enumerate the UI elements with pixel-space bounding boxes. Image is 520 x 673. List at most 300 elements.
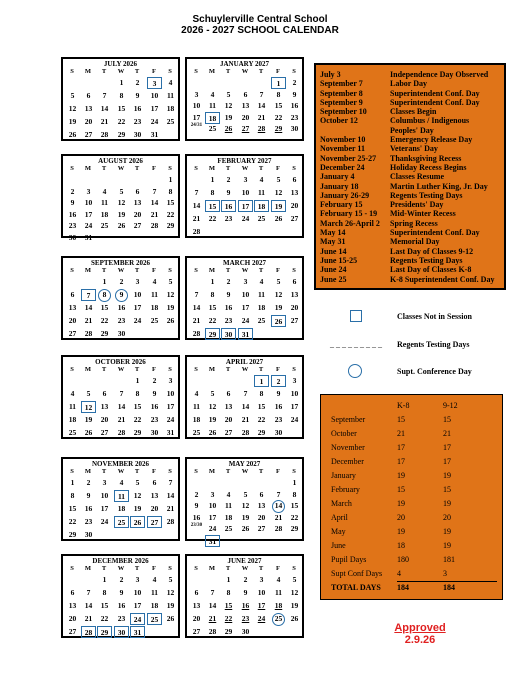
day-cell: 2 bbox=[243, 575, 248, 584]
hs-value: 9-12 bbox=[443, 401, 458, 410]
event-row bbox=[320, 79, 500, 88]
legend-not-in-session: Classes Not in Session bbox=[397, 312, 472, 321]
weekday-label: W bbox=[117, 366, 125, 373]
event-date: June 24 bbox=[320, 265, 347, 275]
day-cell: 22 bbox=[133, 415, 142, 424]
day-cell: 26 bbox=[208, 428, 217, 437]
day-cell: 10 bbox=[241, 290, 250, 299]
event-name: Columbus / Indigenous bbox=[390, 116, 470, 126]
day-cell: 16 bbox=[224, 303, 233, 312]
event-name: Superintendent Conf. Day bbox=[390, 228, 480, 238]
table-row bbox=[321, 427, 504, 441]
event-name: Thanksgiving Recess bbox=[390, 153, 462, 163]
day-cell: 12 bbox=[224, 101, 233, 110]
weekday-label: F bbox=[276, 165, 280, 172]
weekday-header bbox=[187, 565, 302, 572]
weekday-label: S bbox=[168, 366, 172, 373]
day-cell: 1 bbox=[210, 175, 215, 184]
day-cell: 28 bbox=[84, 329, 93, 338]
day-cell: 28 bbox=[208, 627, 217, 636]
day-cell: 12 bbox=[166, 588, 175, 597]
day-cell: 28 bbox=[100, 130, 109, 139]
day-cell: 6 bbox=[70, 290, 75, 299]
day-cell: 9 bbox=[86, 491, 91, 500]
event-date: January 18 bbox=[320, 181, 359, 191]
event-row bbox=[320, 89, 500, 98]
day-cell: 6 bbox=[259, 489, 264, 499]
day-cell: 27 bbox=[290, 214, 299, 223]
day-cell: 1 bbox=[292, 478, 297, 487]
weekday-label: T bbox=[134, 366, 140, 373]
day-cell: 5 bbox=[168, 277, 173, 286]
event-name: Labor Day bbox=[390, 79, 427, 89]
day-cell: 5 bbox=[276, 175, 281, 184]
day-cell: 18 bbox=[205, 112, 220, 124]
day-cell: 17 bbox=[133, 601, 142, 610]
row-label: Pupil Days bbox=[331, 555, 367, 564]
day-cell: 28 bbox=[117, 428, 126, 437]
event-name: Peoples' Day bbox=[390, 125, 434, 135]
day-cell: 20 bbox=[84, 117, 93, 126]
hs-value: 17 bbox=[443, 443, 451, 452]
month-title: APRIL 2027 bbox=[225, 358, 264, 366]
calendar-month bbox=[185, 57, 304, 141]
weekday-label: T bbox=[101, 165, 107, 172]
day-cell: 5 bbox=[168, 575, 173, 584]
day-cell: 25 bbox=[68, 428, 77, 437]
row-label: January bbox=[331, 471, 356, 480]
event-date: February 15 - 19 bbox=[320, 209, 378, 219]
day-cell: 9 bbox=[194, 501, 199, 510]
event-row bbox=[320, 98, 500, 107]
day-cell: 27 bbox=[133, 221, 142, 230]
day-cell: 6 bbox=[292, 277, 297, 286]
weekday-label: F bbox=[152, 366, 156, 373]
weekday-label: T bbox=[134, 267, 140, 274]
day-cell: 8 bbox=[168, 186, 173, 196]
day-cell: 12 bbox=[274, 290, 283, 299]
event-name: Memorial Day bbox=[390, 237, 440, 247]
day-cell: 25 bbox=[100, 221, 109, 230]
calendar-month bbox=[185, 256, 304, 340]
day-cell: 9 bbox=[226, 290, 231, 299]
day-cell: 4 bbox=[102, 186, 107, 196]
day-cell: 15 bbox=[290, 501, 299, 510]
weekday-label: S bbox=[194, 267, 198, 274]
weekday-label: T bbox=[101, 468, 107, 475]
day-cell: 15 bbox=[205, 200, 220, 212]
day-cell: 26 bbox=[224, 124, 233, 133]
day-cell: 4 bbox=[194, 389, 199, 398]
event-name: Superintendent Conf. Day bbox=[390, 97, 480, 107]
month-title: FEBRUARY 2027 bbox=[217, 157, 272, 165]
weekday-label: S bbox=[292, 267, 296, 274]
event-row bbox=[320, 237, 500, 246]
day-cell: 17 bbox=[290, 402, 299, 411]
day-cell: 16 bbox=[192, 512, 201, 522]
weekday-label: S bbox=[292, 565, 296, 572]
day-cell: 13 bbox=[150, 491, 159, 500]
weekday-label: F bbox=[276, 565, 280, 572]
day-cell: 18 bbox=[274, 601, 283, 610]
weekday-header bbox=[187, 267, 302, 274]
weekday-label: M bbox=[208, 68, 216, 75]
table-row bbox=[321, 539, 504, 553]
day-cell: 7 bbox=[86, 588, 91, 597]
event-row bbox=[320, 247, 500, 256]
day-cell: 11 bbox=[114, 490, 129, 502]
day-cell: 7 bbox=[168, 478, 173, 487]
day-cell: 4 bbox=[259, 277, 264, 286]
day-cell: 5 bbox=[86, 389, 91, 398]
day-cell: 26 bbox=[166, 316, 175, 325]
weekday-label: S bbox=[168, 68, 172, 75]
day-cell: 15 bbox=[208, 303, 217, 312]
day-cell: 23/30 bbox=[190, 523, 203, 528]
hs-value: 20 bbox=[443, 513, 451, 522]
day-cell: 11 bbox=[192, 402, 201, 411]
table-row bbox=[321, 511, 504, 525]
day-cell: 5 bbox=[70, 91, 75, 100]
event-name: K-8 Superintendent Conf. Day bbox=[390, 274, 495, 284]
table-row bbox=[321, 455, 504, 469]
weekday-label: T bbox=[225, 267, 231, 274]
day-cell: 13 bbox=[290, 290, 299, 299]
weekday-label: T bbox=[225, 565, 231, 572]
day-cell: 17 bbox=[166, 402, 175, 411]
day-cell: 28 bbox=[192, 329, 201, 338]
day-cell: 8 bbox=[276, 89, 281, 99]
day-cell: 25 bbox=[114, 516, 129, 528]
day-cell: 30 bbox=[241, 627, 250, 636]
weekday-label: T bbox=[101, 565, 107, 572]
day-cell: 11 bbox=[150, 290, 159, 299]
day-cell: 26 bbox=[290, 614, 299, 623]
table-row bbox=[321, 483, 504, 497]
day-cell: 10 bbox=[133, 588, 142, 597]
event-row bbox=[320, 275, 500, 284]
school-name: Schuylerville Central School bbox=[192, 14, 328, 25]
day-cell: 4 bbox=[226, 489, 231, 499]
event-date: September 7 bbox=[320, 79, 363, 89]
day-cell: 15 bbox=[133, 402, 142, 411]
day-cell: 16 bbox=[84, 504, 93, 513]
table-row bbox=[321, 497, 504, 511]
day-cell: 19 bbox=[117, 209, 126, 219]
table-header bbox=[321, 399, 504, 413]
day-cell: 5 bbox=[243, 489, 248, 499]
day-cell: 18 bbox=[100, 209, 109, 219]
weekday-label: W bbox=[117, 565, 125, 572]
day-cell: 29 bbox=[97, 626, 112, 638]
calendar-month bbox=[61, 256, 180, 340]
day-cell: 17 bbox=[84, 209, 93, 219]
weekday-label: S bbox=[292, 366, 296, 373]
weekday-label: M bbox=[208, 267, 216, 274]
day-cell: 7 bbox=[102, 91, 107, 100]
day-cell: 6 bbox=[102, 389, 107, 398]
day-cell: 6 bbox=[135, 186, 140, 196]
day-cell: 20 bbox=[290, 303, 299, 312]
weekday-label: T bbox=[101, 267, 107, 274]
day-cell: 31 bbox=[130, 626, 145, 638]
day-cell: 31 bbox=[166, 428, 175, 437]
day-cell: 17 bbox=[100, 504, 109, 513]
day-cell: 20 bbox=[100, 415, 109, 424]
day-cell: 6 bbox=[226, 389, 231, 398]
event-name: Regents Testing Days bbox=[390, 255, 463, 265]
weekday-label: M bbox=[84, 366, 92, 373]
day-cell: 29 bbox=[274, 124, 283, 133]
box-legend-icon bbox=[350, 310, 362, 322]
event-row bbox=[320, 191, 500, 200]
day-cell: 9 bbox=[152, 389, 157, 398]
weekday-label: T bbox=[225, 165, 231, 172]
day-cell: 25 bbox=[166, 117, 175, 126]
day-cell: 23 bbox=[290, 112, 299, 122]
weekday-label: S bbox=[292, 468, 296, 475]
month-title: MAY 2027 bbox=[228, 460, 261, 468]
legend-regents-line: _ _ _ _ _ _ _ _ _ bbox=[330, 340, 382, 349]
day-cell: 24 bbox=[150, 117, 159, 126]
day-cell: 20 bbox=[290, 201, 299, 210]
day-cell: 24 bbox=[133, 316, 142, 325]
day-cell: 30 bbox=[84, 530, 93, 539]
calendar-month bbox=[185, 457, 304, 546]
event-date: October 12 bbox=[320, 116, 358, 126]
weekday-label: W bbox=[117, 468, 125, 475]
day-cell: 29 bbox=[166, 221, 175, 230]
day-cell: 16 bbox=[117, 601, 126, 610]
weekday-label: S bbox=[70, 565, 74, 572]
day-cell: 31 bbox=[238, 328, 253, 340]
event-date: March 26-April 2 bbox=[320, 218, 380, 228]
day-cell: 17 bbox=[257, 601, 266, 610]
day-cell: 25 bbox=[150, 316, 159, 325]
day-cell: 23 bbox=[241, 614, 250, 623]
calendar-month bbox=[185, 355, 304, 439]
day-cell: 29 bbox=[100, 329, 109, 338]
weekday-label: W bbox=[241, 565, 249, 572]
day-cell: 29 bbox=[257, 428, 266, 437]
hs-value: 15 bbox=[443, 415, 451, 424]
event-date: June 25 bbox=[320, 274, 347, 284]
event-date: January 4 bbox=[320, 172, 355, 182]
day-cell: 14 bbox=[117, 402, 126, 411]
event-date: November 25-27 bbox=[320, 153, 377, 163]
day-cell: 2 bbox=[135, 78, 140, 87]
k8-value: 19 bbox=[397, 499, 405, 508]
weekday-label: S bbox=[70, 366, 74, 373]
day-cell: 24 bbox=[100, 517, 109, 526]
k8-value: 18 bbox=[397, 541, 405, 550]
day-cell: 20 bbox=[68, 614, 77, 623]
event-row bbox=[320, 126, 500, 135]
day-cell: 1 bbox=[226, 575, 231, 584]
day-cell: 2 bbox=[70, 186, 75, 196]
day-cell: 25 bbox=[257, 316, 266, 325]
day-cell: 10 bbox=[290, 389, 299, 398]
day-cell: 6 bbox=[194, 588, 199, 597]
total-row bbox=[321, 581, 504, 595]
weekday-label: S bbox=[292, 165, 296, 172]
day-cell: 7 bbox=[243, 389, 248, 398]
event-date: January 26-29 bbox=[320, 190, 370, 200]
day-cell: 8 bbox=[135, 389, 140, 398]
day-cell: 2 bbox=[226, 277, 231, 286]
weekday-header bbox=[187, 165, 302, 172]
day-cell: 9 bbox=[226, 188, 231, 197]
row-label: April bbox=[331, 513, 348, 522]
weekday-label: F bbox=[276, 468, 280, 475]
calendar-title: 2026 - 2027 SCHOOL CALENDAR bbox=[181, 25, 339, 36]
circle-legend-icon bbox=[348, 364, 362, 378]
day-cell: 10 bbox=[84, 198, 93, 207]
event-row bbox=[320, 182, 500, 191]
day-cell: 3 bbox=[135, 575, 140, 584]
day-cell: 30 bbox=[114, 626, 129, 638]
day-cell: 20 bbox=[68, 316, 77, 325]
weekday-label: F bbox=[152, 468, 156, 475]
event-name: Spring Recess bbox=[390, 218, 438, 228]
weekday-label: F bbox=[152, 565, 156, 572]
day-cell: 9 bbox=[119, 588, 124, 597]
event-row bbox=[320, 265, 500, 274]
day-cell: 22 bbox=[117, 117, 126, 126]
day-cell: 6 bbox=[152, 478, 157, 487]
day-cell: 27 bbox=[290, 316, 299, 325]
weekday-label: M bbox=[208, 165, 216, 172]
day-cell: 26 bbox=[130, 516, 145, 528]
event-name: Presidents' Day bbox=[390, 200, 444, 210]
weekday-label: T bbox=[258, 468, 264, 475]
day-cell: 8 bbox=[98, 289, 111, 302]
weekday-label: T bbox=[225, 366, 231, 373]
day-cell: 24 bbox=[84, 221, 93, 230]
hs-value: 181 bbox=[443, 555, 455, 564]
weekday-header bbox=[63, 468, 178, 475]
day-cell: 22 bbox=[68, 517, 77, 526]
day-cell: 7 bbox=[194, 290, 199, 299]
day-cell: 29 bbox=[290, 524, 299, 533]
day-cell: 22 bbox=[257, 415, 266, 424]
day-cell: 26 bbox=[271, 315, 286, 327]
day-cell: 28 bbox=[192, 227, 201, 236]
weekday-label: F bbox=[276, 68, 280, 75]
weekday-label: M bbox=[84, 267, 92, 274]
day-cell: 18 bbox=[192, 415, 201, 424]
day-cell: 16 bbox=[68, 209, 77, 219]
month-title: JUNE 2027 bbox=[227, 557, 262, 565]
event-name: Classes Begin bbox=[390, 107, 437, 117]
day-cell: 29 bbox=[224, 627, 233, 636]
day-cell: 12 bbox=[166, 290, 175, 299]
day-cell: 16 bbox=[221, 200, 236, 212]
weekday-label: T bbox=[258, 68, 264, 75]
weekday-label: S bbox=[70, 468, 74, 475]
day-cell: 28 bbox=[257, 124, 266, 133]
day-cell: 16 bbox=[133, 104, 142, 113]
weekday-label: W bbox=[241, 267, 249, 274]
day-cell: 8 bbox=[70, 491, 75, 500]
day-cell: 24 bbox=[241, 316, 250, 325]
day-cell: 13 bbox=[84, 104, 93, 113]
row-label: Supt Conf Days bbox=[331, 569, 383, 578]
hs-value: 184 bbox=[443, 583, 455, 592]
day-cell: 15 bbox=[274, 101, 283, 110]
day-cell: 4 bbox=[119, 478, 124, 487]
day-cell: 1 bbox=[135, 376, 140, 385]
k8-value: 17 bbox=[397, 457, 405, 466]
day-cell: 14 bbox=[100, 104, 109, 113]
k8-value: 15 bbox=[397, 415, 405, 424]
day-cell: 8 bbox=[292, 489, 297, 499]
day-cell: 8 bbox=[210, 290, 215, 299]
day-cell: 25 bbox=[208, 124, 217, 133]
event-date: February 15 bbox=[320, 200, 363, 210]
day-cell: 23 bbox=[133, 117, 142, 126]
day-cell: 6 bbox=[243, 89, 248, 99]
event-row bbox=[320, 70, 500, 79]
weekday-header bbox=[63, 565, 178, 572]
day-cell: 10 bbox=[208, 501, 217, 510]
weekday-label: F bbox=[276, 366, 280, 373]
days-count-table bbox=[320, 394, 503, 600]
day-cell: 9 bbox=[243, 588, 248, 597]
day-cell: 30 bbox=[221, 328, 236, 340]
day-cell: 3 bbox=[259, 575, 264, 584]
day-cell: 29 bbox=[133, 428, 142, 437]
hs-value: 3 bbox=[443, 569, 447, 578]
day-cell: 21 bbox=[166, 504, 175, 513]
event-date: September 9 bbox=[320, 97, 363, 107]
day-cell: 10 bbox=[133, 290, 142, 299]
table-row bbox=[321, 441, 504, 455]
day-cell: 31 bbox=[84, 232, 93, 242]
weekday-label: S bbox=[194, 366, 198, 373]
day-cell: 20 bbox=[241, 112, 250, 122]
weekday-label: T bbox=[101, 366, 107, 373]
day-cell: 19 bbox=[68, 117, 77, 126]
day-cell: 9 bbox=[70, 198, 75, 207]
day-cell: 18 bbox=[166, 104, 175, 113]
day-cell: 15 bbox=[100, 601, 109, 610]
day-cell: 1 bbox=[102, 575, 107, 584]
day-cell: 20 bbox=[257, 512, 266, 522]
day-cell: 13 bbox=[192, 601, 201, 610]
day-cell: 1 bbox=[210, 277, 215, 286]
hs-value: 19 bbox=[443, 499, 451, 508]
day-cell: 10 bbox=[257, 588, 266, 597]
day-cell: 21 bbox=[192, 316, 201, 325]
event-row bbox=[320, 163, 500, 172]
day-cell: 14 bbox=[208, 601, 217, 610]
day-cell: 1 bbox=[70, 478, 75, 487]
day-cell: 18 bbox=[117, 504, 126, 513]
row-label: TOTAL DAYS bbox=[331, 583, 381, 592]
day-cell: 3 bbox=[243, 277, 248, 286]
weekday-label: S bbox=[194, 468, 198, 475]
events-panel bbox=[314, 63, 506, 290]
event-date: July 3 bbox=[320, 70, 341, 79]
day-cell: 26 bbox=[166, 614, 175, 623]
weekday-label: F bbox=[152, 267, 156, 274]
day-cell: 6 bbox=[292, 175, 297, 184]
day-cell: 8 bbox=[210, 188, 215, 197]
calendar-month bbox=[185, 154, 304, 238]
day-cell: 27 bbox=[68, 627, 77, 636]
day-cell: 31 bbox=[205, 535, 220, 547]
